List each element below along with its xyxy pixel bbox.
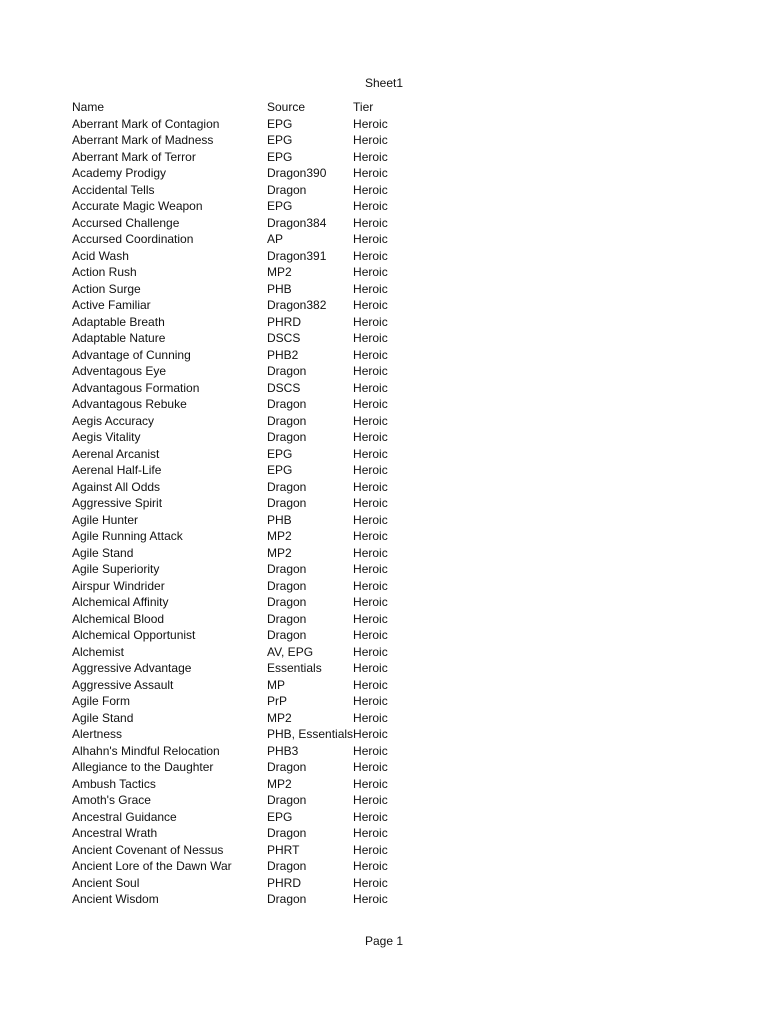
cell-source: EPG — [267, 199, 293, 213]
cell-tier: Heroic — [353, 463, 388, 477]
cell-source: Dragon — [267, 595, 307, 609]
cell-tier: Heroic — [353, 677, 388, 692]
cell-tier: Heroic — [353, 826, 388, 840]
cell-name: Adaptable Breath — [72, 314, 165, 329]
table-row — [72, 528, 413, 545]
cell-name: Amoth's Grace — [72, 793, 151, 807]
cell-source: Dragon384 — [267, 215, 327, 230]
cell-source: Dragon — [267, 562, 307, 576]
cell-source: EPG — [267, 809, 293, 824]
table-row — [72, 891, 413, 908]
cell-source: Dragon382 — [267, 298, 327, 312]
cell-name: Advantagous Rebuke — [72, 397, 187, 411]
cell-name: Aberrant Mark of Terror — [72, 149, 196, 164]
cell-tier: Heroic — [353, 166, 388, 180]
table-row — [72, 512, 413, 529]
cell-source: Dragon — [267, 793, 307, 807]
cell-source: Dragon — [267, 760, 307, 774]
cell-name: Accurate Magic Weapon — [72, 199, 203, 213]
cell-tier: Heroic — [353, 298, 388, 312]
cell-name: Aerenal Half-Life — [72, 463, 162, 477]
cell-source: AV, EPG — [267, 644, 314, 659]
cell-source: Dragon — [267, 479, 307, 494]
cell-name: Advantage of Cunning — [72, 347, 191, 362]
table-row — [72, 132, 413, 149]
cell-tier: Heroic — [353, 809, 388, 824]
cell-source: Dragon — [267, 397, 307, 411]
cell-name: Active Familiar — [72, 298, 151, 312]
cell-source: PHRT — [267, 842, 300, 857]
cell-name: Aegis Vitality — [72, 430, 141, 444]
table-row — [72, 726, 413, 743]
cell-source: Dragon390 — [267, 166, 327, 180]
cell-name: Aggressive Advantage — [72, 661, 192, 675]
table-row — [72, 149, 413, 166]
cell-source: EPG — [267, 463, 293, 477]
cell-source: Dragon — [267, 628, 307, 642]
table-row — [72, 380, 413, 397]
cell-name: Aerenal Arcanist — [72, 446, 160, 461]
cell-name: Agile Superiority — [72, 562, 160, 576]
table-row — [72, 347, 413, 364]
cell-source: PrP — [267, 694, 288, 708]
cell-name: Allegiance to the Daughter — [72, 760, 214, 774]
cell-source: Dragon — [267, 611, 307, 626]
table-row — [72, 743, 413, 760]
cell-tier: Heroic — [353, 281, 388, 296]
cell-tier: Heroic — [353, 545, 388, 560]
cell-name: Action Surge — [72, 281, 141, 296]
cell-name: Action Rush — [72, 265, 137, 279]
table-row — [72, 644, 413, 661]
cell-tier: Heroic — [353, 331, 388, 345]
cell-source: Dragon — [267, 413, 307, 428]
table-row — [72, 594, 413, 611]
cell-name: Aggressive Assault — [72, 677, 174, 692]
table-body — [72, 116, 413, 908]
table-row — [72, 842, 413, 859]
table-row — [72, 215, 413, 232]
table-row — [72, 495, 413, 512]
table-row — [72, 561, 413, 578]
cell-name: Ancient Wisdom — [72, 892, 159, 906]
cell-tier: Heroic — [353, 116, 388, 131]
cell-source: Dragon — [267, 859, 307, 873]
cell-tier: Heroic — [353, 578, 388, 593]
cell-tier: Heroic — [353, 727, 388, 741]
table-row — [72, 330, 413, 347]
cell-name: Agile Stand — [72, 710, 134, 725]
cell-source: MP2 — [267, 710, 292, 725]
table-row — [72, 413, 413, 430]
table-row — [72, 264, 413, 281]
cell-tier: Heroic — [353, 199, 388, 213]
cell-source: EPG — [267, 446, 293, 461]
cell-name: Agile Running Attack — [72, 529, 183, 543]
table-row — [72, 182, 413, 199]
table-row — [72, 710, 413, 727]
table-row — [72, 281, 413, 298]
cell-tier: Heroic — [353, 611, 388, 626]
cell-name: Ancient Lore of the Dawn War — [72, 859, 232, 873]
cell-source: Dragon — [267, 578, 307, 593]
cell-source: PHRD — [267, 314, 302, 329]
table-row — [72, 792, 413, 809]
cell-tier: Heroic — [353, 314, 388, 329]
cell-tier: Heroic — [353, 479, 388, 494]
cell-name: Adventagous Eye — [72, 364, 167, 378]
cell-tier: Heroic — [353, 859, 388, 873]
cell-tier: Heroic — [353, 248, 388, 263]
cell-tier: Heroic — [353, 644, 388, 659]
cell-source: Dragon — [267, 182, 307, 197]
cell-source: DSCS — [267, 380, 301, 395]
cell-name: Alhahn's Mindful Relocation — [72, 743, 220, 758]
table-row — [72, 809, 413, 826]
cell-name: Airspur Windrider — [72, 578, 165, 593]
cell-source: DSCS — [267, 331, 301, 345]
table-row — [72, 479, 413, 496]
cell-name: Aberrant Mark of Contagion — [72, 116, 220, 131]
cell-name: Aberrant Mark of Madness — [72, 133, 214, 147]
cell-tier: Heroic — [353, 710, 388, 725]
cell-source: AP — [267, 232, 284, 246]
cell-source: PHB — [267, 512, 292, 527]
cell-source: MP2 — [267, 776, 292, 791]
cell-tier: Heroic — [353, 215, 388, 230]
cell-source: Dragon — [267, 364, 307, 378]
cell-name: Ancient Covenant of Nessus — [72, 842, 224, 857]
table-row — [72, 611, 413, 628]
cell-tier: Heroic — [353, 529, 388, 543]
cell-source: PHB, Essentials — [267, 727, 354, 741]
cell-name: Accidental Tells — [72, 182, 155, 197]
cell-name: Agile Stand — [72, 545, 134, 560]
cell-tier: Heroic — [353, 446, 388, 461]
table-row — [72, 660, 413, 677]
cell-source: EPG — [267, 149, 293, 164]
table-row — [72, 462, 413, 479]
cell-source: Dragon — [267, 892, 307, 906]
table-row — [72, 627, 413, 644]
cell-tier: Heroic — [353, 694, 388, 708]
cell-tier: Heroic — [353, 380, 388, 395]
cell-name: Ancient Soul — [72, 875, 140, 890]
table-row — [72, 858, 413, 875]
cell-name: Alchemical Blood — [72, 611, 165, 626]
table-row — [72, 776, 413, 793]
cell-tier: Heroic — [353, 760, 388, 774]
table-row — [72, 297, 413, 314]
cell-source: PHB — [267, 281, 292, 296]
cell-tier: Heroic — [353, 743, 388, 758]
cell-tier: Heroic — [353, 562, 388, 576]
cell-name: Acid Wash — [72, 248, 129, 263]
table-row — [72, 396, 413, 413]
cell-name: Adaptable Nature — [72, 331, 166, 345]
cell-name: Ancestral Wrath — [72, 826, 158, 840]
cell-tier: Heroic — [353, 232, 388, 246]
cell-source: PHB2 — [267, 347, 299, 362]
sheet-title: Sheet1 — [364, 76, 404, 90]
cell-tier: Heroic — [353, 133, 388, 147]
table-row — [72, 875, 413, 892]
cell-tier: Heroic — [353, 364, 388, 378]
cell-source: PHB3 — [267, 743, 299, 758]
cell-tier: Heroic — [353, 413, 388, 428]
table-row — [72, 165, 413, 182]
table-row — [72, 693, 413, 710]
table-row — [72, 231, 413, 248]
table-header — [72, 99, 413, 116]
cell-tier: Heroic — [353, 430, 388, 444]
cell-tier: Heroic — [353, 661, 388, 675]
table-row — [72, 677, 413, 694]
table-row — [72, 446, 413, 463]
column-header-name: Name — [72, 100, 105, 114]
table-row — [72, 314, 413, 331]
cell-tier: Heroic — [353, 149, 388, 164]
cell-source: MP2 — [267, 265, 292, 279]
cell-source: PHRD — [267, 875, 302, 890]
header-row — [72, 99, 413, 116]
cell-tier: Heroic — [353, 512, 388, 527]
cell-name: Agile Hunter — [72, 512, 139, 527]
table-row — [72, 429, 413, 446]
cell-tier: Heroic — [353, 842, 388, 857]
cell-tier: Heroic — [353, 182, 388, 197]
cell-name: Alertness — [72, 727, 123, 741]
cell-tier: Heroic — [353, 776, 388, 791]
cell-name: Aegis Accuracy — [72, 413, 155, 428]
cell-source: EPG — [267, 116, 293, 131]
cell-tier: Heroic — [353, 628, 388, 642]
table-row — [72, 578, 413, 595]
cell-name: Against All Odds — [72, 479, 161, 494]
table-row — [72, 116, 413, 133]
cell-source: MP2 — [267, 529, 292, 543]
cell-source: Dragon — [267, 496, 307, 510]
cell-source: Dragon391 — [267, 248, 327, 263]
table-row — [72, 825, 413, 842]
cell-name: Alchemical Opportunist — [72, 628, 196, 642]
cell-name: Academy Prodigy — [72, 166, 167, 180]
cell-name: Accursed Challenge — [72, 215, 180, 230]
cell-tier: Heroic — [353, 265, 388, 279]
table-row — [72, 198, 413, 215]
cell-name: Ancestral Guidance — [72, 809, 177, 824]
cell-tier: Heroic — [353, 793, 388, 807]
cell-source: EPG — [267, 133, 293, 147]
cell-name: Ambush Tactics — [72, 776, 156, 791]
cell-tier: Heroic — [353, 397, 388, 411]
cell-source: Dragon — [267, 430, 307, 444]
cell-tier: Heroic — [353, 875, 388, 890]
table-row — [72, 759, 413, 776]
page-number: Page 1 — [364, 934, 404, 948]
cell-name: Advantagous Formation — [72, 380, 200, 395]
column-header-source: Source — [267, 100, 306, 114]
cell-source: MP2 — [267, 545, 292, 560]
cell-name: Agile Form — [72, 694, 131, 708]
table-row — [72, 363, 413, 380]
cell-source: MP — [267, 677, 285, 692]
cell-tier: Heroic — [353, 892, 388, 906]
cell-source: Dragon — [267, 826, 307, 840]
table-row — [72, 248, 413, 265]
column-header-tier: Tier — [353, 100, 374, 114]
cell-name: Aggressive Spirit — [72, 496, 163, 510]
feats-table — [72, 99, 413, 908]
cell-source: Essentials — [267, 661, 322, 675]
cell-tier: Heroic — [353, 347, 388, 362]
table-row — [72, 545, 413, 562]
cell-name: Alchemist — [72, 644, 125, 659]
cell-tier: Heroic — [353, 496, 388, 510]
cell-name: Alchemical Affinity — [72, 595, 169, 609]
cell-name: Accursed Coordination — [72, 232, 194, 246]
cell-tier: Heroic — [353, 595, 388, 609]
